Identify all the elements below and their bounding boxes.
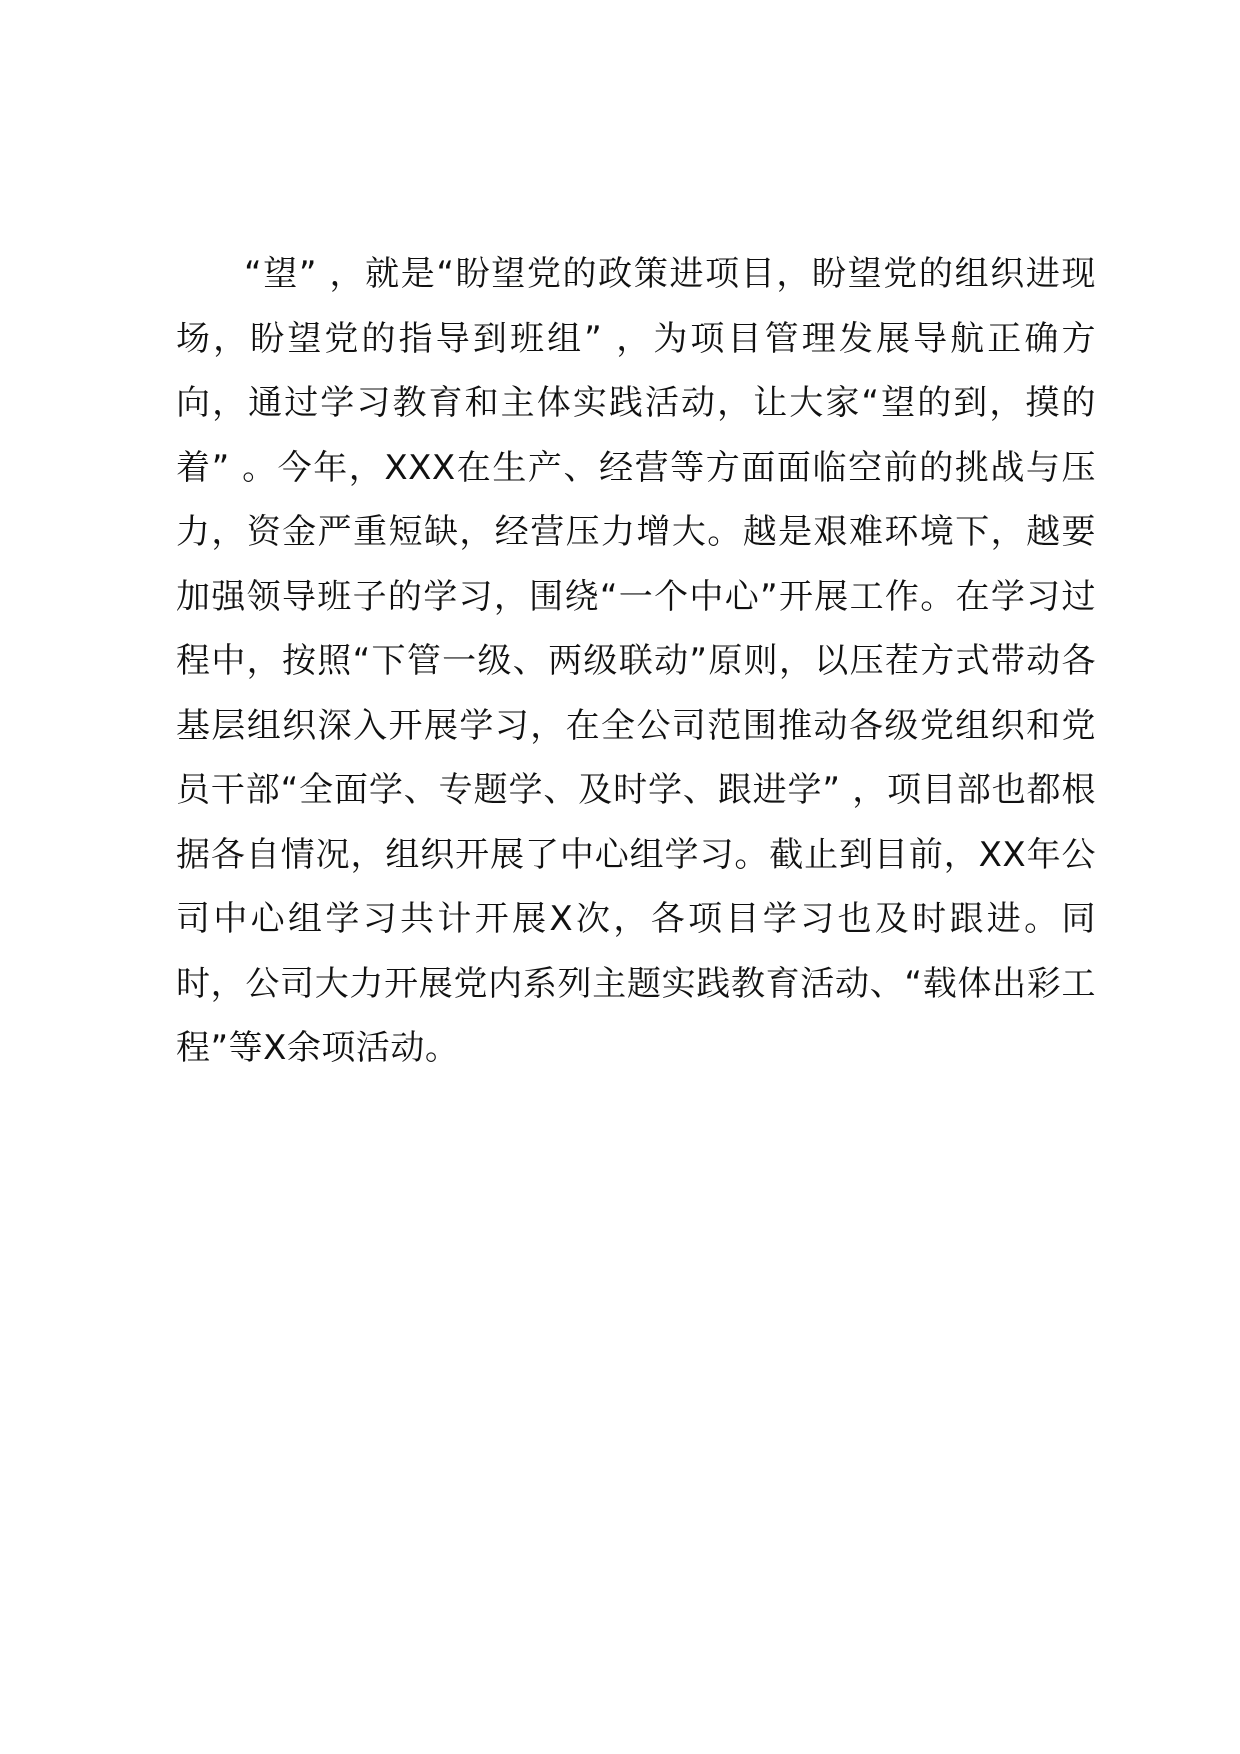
body-paragraph: “望” ，就是“盼望党的政策进项目，盼望党的组织进现场，盼望党的指导到班组” ，为项目管理发展导航正确方向，通过学习教育和主体实践活动，让大家“望的到，摸的着” 。今年，XXX在生产、经营等方面面临空前的挑战与压力，资金严重短缺，经营压力增大。越是艰难环境下，越要加强领导班子的学习，围绕“一个中心”开展工作。在学习过程中，按照“下管一级、两级联动”原则，以压茬方式带动各基层组织深入开展学习，在全公司范围推动各级党组织和党员干部“全面学、专题学、及时学、跟进学” ，项目部也都根据各自情况，组织开展了中心组学习。截止到目前，XX年公司中心组学习共计开展X次，各项目学习也及时跟进。同时，公司大力开展党内系列主题实践教育活动、“载体出彩工程”等X余项活动。 [176, 254, 1096, 1068]
